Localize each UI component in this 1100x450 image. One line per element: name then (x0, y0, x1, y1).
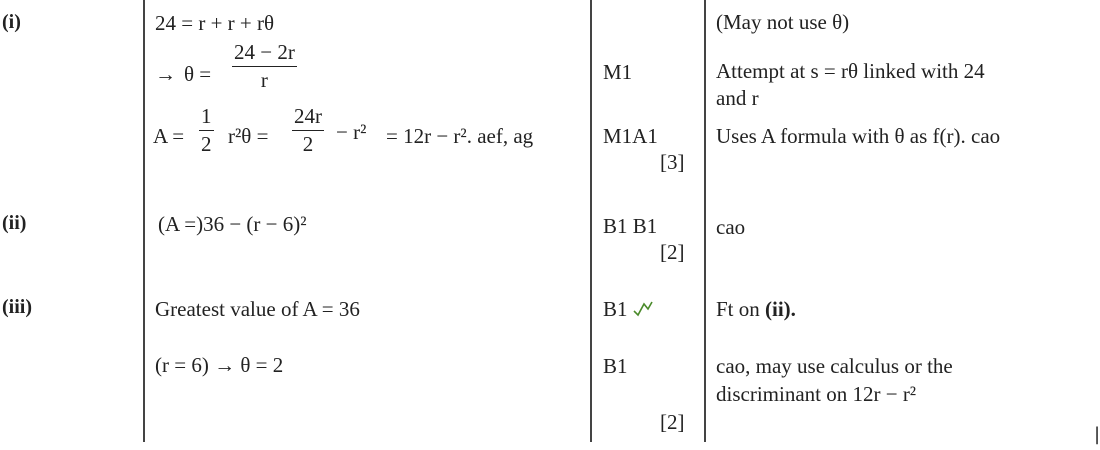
note-ft-part-ref: (ii). (765, 297, 796, 321)
theta-equals: θ = (184, 62, 212, 86)
fraction-theta (232, 42, 297, 91)
fraction-24r (292, 106, 324, 155)
fraction-half-denominator: 2 (201, 132, 212, 157)
note-uses-a-formula: Uses A formula with θ as f(r). cao (716, 124, 1001, 148)
note-calculus-line1: cao, may use calculus or the (716, 354, 953, 378)
note-attempt-line2: and r (716, 86, 759, 110)
minus-r-squared: − r² (336, 120, 367, 144)
note-cao: cao (716, 215, 746, 239)
mark-b1-follow-through (603, 299, 655, 320)
column-rule-2 (590, 0, 592, 442)
greatest-value-line: Greatest value of A = 36 (155, 297, 360, 321)
fraction-half (199, 106, 214, 155)
fraction-bar (199, 130, 214, 131)
fraction-half-numerator: 1 (201, 104, 212, 128)
note-calculus-line2: discriminant on 12r − r² (716, 382, 917, 406)
fraction-24r-denominator: 2 (302, 132, 314, 157)
note-ft-text: Ft on (716, 297, 766, 321)
area-result: = 12r − r². aef, ag (386, 124, 534, 148)
note-may-not-use-theta: (May not use θ) (716, 10, 850, 34)
part-label-ii: (ii) (2, 212, 27, 234)
column-rule-1 (143, 0, 145, 442)
column-rule-3 (704, 0, 706, 442)
tick-mark-icon (633, 300, 655, 318)
fraction-bar (292, 130, 324, 131)
fraction-bar (232, 66, 297, 67)
note-follow-through (716, 299, 796, 320)
theta-value-line: (r = 6) → θ = 2 (155, 353, 284, 377)
mark-m1: M1 (603, 60, 633, 84)
fraction-theta-denominator: r (260, 68, 268, 93)
mark-total-iii: [2] (660, 410, 685, 434)
fraction-theta-numerator: 24 − 2r (234, 40, 295, 64)
part-label-iii: (iii) (2, 296, 32, 318)
fraction-24r-numerator: 24r (294, 104, 322, 128)
part-label-i: (i) (2, 11, 21, 33)
arrow-symbol: → (155, 62, 176, 86)
mark-total-ii: [2] (660, 240, 685, 264)
completed-square-expression: (A =)36 − (r − 6)² (158, 212, 307, 236)
mark-total-i: [3] (660, 150, 685, 174)
r-squared-theta: r²θ = (228, 124, 269, 148)
area-equals: A = (153, 124, 185, 148)
text-cursor: | (1094, 424, 1100, 445)
working-line-perimeter: 24 = r + r + rθ (155, 11, 275, 35)
note-attempt-line1: Attempt at s = rθ linked with 24 (716, 59, 985, 83)
mark-b1-b1: B1 B1 (603, 214, 658, 238)
mark-b1-ft-label: B1 (603, 297, 628, 321)
mark-m1a1: M1A1 (603, 124, 658, 148)
mark-b1-theta: B1 (603, 354, 628, 378)
